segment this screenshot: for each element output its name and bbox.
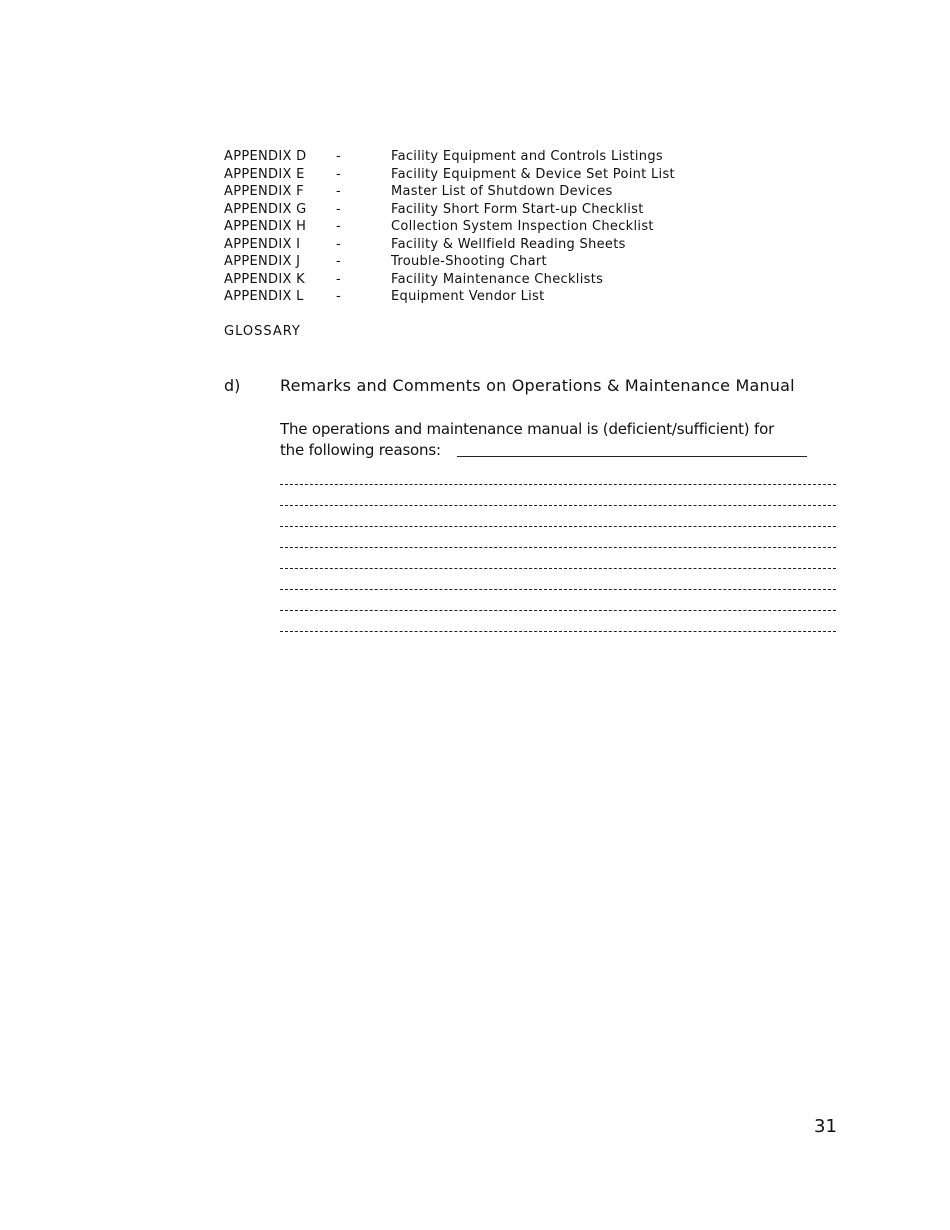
appendix-label: APPENDIX E [224, 166, 305, 182]
appendix-title: Collection System Inspection Checklist [391, 219, 654, 234]
appendix-title: Facility & Wellfield Reading Sheets [391, 236, 626, 252]
appendix-dash: - [336, 184, 341, 199]
appendix-label: APPENDIX K [224, 271, 305, 287]
appendix-row [224, 201, 704, 219]
appendix-dash: - [336, 149, 341, 164]
appendix-title: Equipment Vendor List [391, 289, 545, 304]
appendix-dash: - [336, 254, 341, 269]
remarks-line-1: The operations and maintenance manual is (deficient/sufficient) for [280, 420, 775, 438]
appendix-title: Facility Maintenance Checklists [391, 271, 604, 287]
appendix-label: APPENDIX D [224, 149, 307, 164]
remarks-paragraph [280, 419, 840, 461]
section-title: Remarks and Comments on Operations & Maintenance Manual [280, 376, 795, 395]
blank-line[interactable] [280, 611, 836, 632]
appendix-row [224, 288, 704, 306]
appendix-dash: - [336, 201, 341, 217]
blank-line[interactable] [280, 527, 836, 548]
appendix-list [224, 148, 704, 306]
appendix-label: APPENDIX J [224, 254, 301, 269]
appendix-row [224, 253, 704, 271]
blank-line[interactable] [280, 590, 836, 611]
appendix-row [224, 148, 704, 166]
appendix-dash: - [336, 166, 341, 182]
appendix-label: APPENDIX G [224, 201, 307, 217]
appendix-label: APPENDIX F [224, 184, 304, 199]
reasons-blank-lines[interactable] [280, 464, 836, 632]
appendix-label: APPENDIX H [224, 219, 307, 234]
appendix-row [224, 236, 704, 254]
appendix-dash: - [336, 219, 341, 234]
appendix-row [224, 183, 704, 201]
appendix-title: Facility Short Form Start-up Checklist [391, 201, 644, 217]
blank-line[interactable] [280, 506, 836, 527]
remarks-line-2-text: the following reasons: [280, 441, 441, 459]
blank-line[interactable] [280, 464, 836, 485]
appendix-title: Trouble-Shooting Chart [391, 254, 547, 269]
remarks-line-2 [280, 440, 840, 461]
section-marker: d) [224, 376, 241, 395]
appendix-label: APPENDIX L [224, 289, 304, 304]
appendix-row [224, 271, 704, 289]
appendix-label: APPENDIX I [224, 236, 301, 252]
appendix-row [224, 218, 704, 236]
page-number: 31 [814, 1116, 837, 1137]
glossary-heading: GLOSSARY [224, 324, 301, 339]
appendix-title: Facility Equipment & Device Set Point List [391, 166, 675, 182]
blank-line[interactable] [280, 485, 836, 506]
blank-line[interactable] [280, 569, 836, 590]
appendix-dash: - [336, 289, 341, 304]
appendix-title: Master List of Shutdown Devices [391, 184, 613, 199]
appendix-row [224, 166, 704, 184]
appendix-title: Facility Equipment and Controls Listings [391, 149, 663, 164]
reasons-inline-blank[interactable] [457, 442, 807, 457]
appendix-dash: - [336, 271, 341, 287]
appendix-dash: - [336, 236, 341, 252]
blank-line[interactable] [280, 548, 836, 569]
